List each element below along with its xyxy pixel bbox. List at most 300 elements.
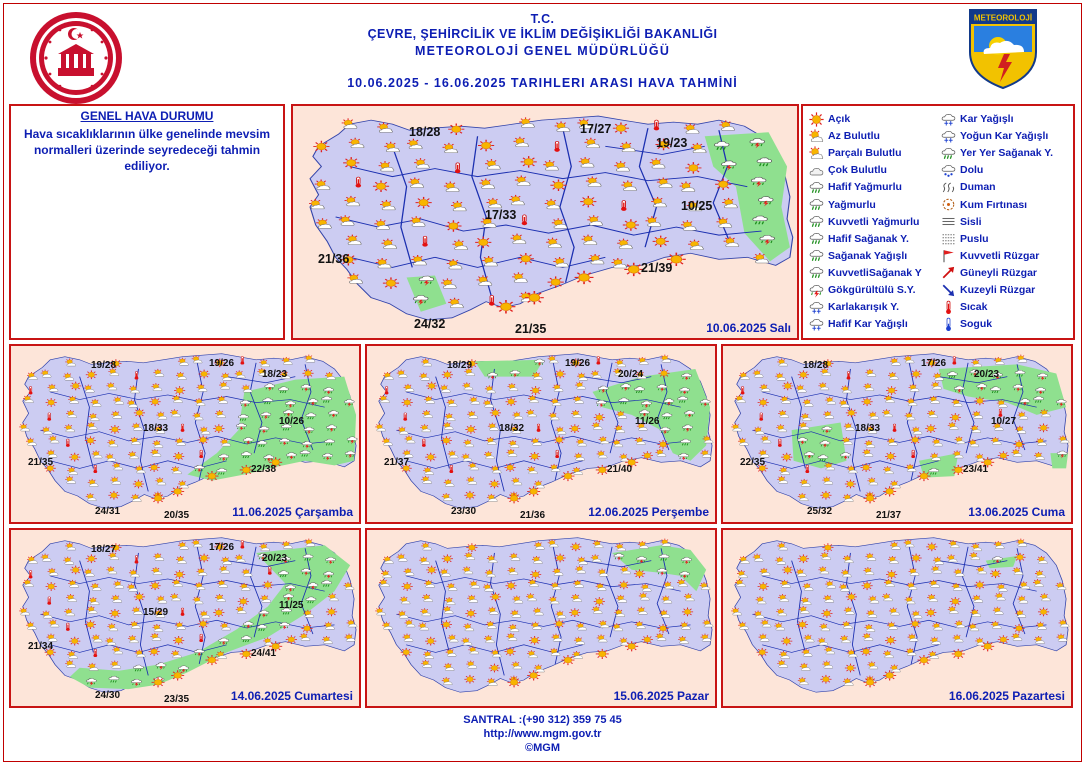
sun-icon bbox=[149, 647, 160, 656]
sun-icon bbox=[594, 597, 605, 606]
turkey-map bbox=[293, 106, 797, 338]
legend-item bbox=[941, 197, 1027, 213]
city-temperature: 20/23 bbox=[262, 553, 288, 564]
sun-icon bbox=[466, 543, 477, 552]
heavy-snow-icon bbox=[941, 129, 956, 144]
sun-icon bbox=[505, 463, 516, 472]
sun-icon bbox=[465, 425, 476, 434]
sun-icon bbox=[464, 491, 475, 500]
sun-icon bbox=[465, 609, 476, 618]
header-tc: T.C. bbox=[530, 12, 555, 26]
sun-icon bbox=[475, 237, 491, 248]
city-temperature: 17/33 bbox=[485, 208, 517, 222]
sun-icon bbox=[171, 486, 184, 496]
turkey-map bbox=[11, 346, 359, 522]
sun-icon bbox=[508, 493, 521, 503]
sun-icon bbox=[798, 370, 809, 379]
legend-item bbox=[809, 128, 880, 144]
sun-icon bbox=[757, 648, 768, 657]
hot-icon bbox=[29, 571, 33, 579]
sun-icon bbox=[425, 637, 436, 646]
sun-icon bbox=[821, 609, 832, 618]
sun-cloud-icon bbox=[809, 146, 824, 161]
sun-icon bbox=[489, 480, 500, 489]
legend-label: KuvvetliSağanak Y bbox=[828, 266, 922, 279]
legend-item bbox=[809, 197, 876, 213]
legend-item bbox=[809, 214, 919, 230]
legend-item bbox=[809, 231, 909, 247]
city-temperature: 18/33 bbox=[143, 423, 169, 434]
sun-icon bbox=[883, 486, 896, 496]
legend-item bbox=[941, 282, 1035, 298]
sun-icon bbox=[464, 675, 475, 684]
sun-icon bbox=[1038, 424, 1049, 433]
hot-icon bbox=[181, 608, 185, 616]
sun-icon bbox=[569, 608, 580, 617]
sun-icon bbox=[845, 664, 856, 673]
sun-icon bbox=[657, 624, 668, 633]
legend-item bbox=[941, 316, 992, 332]
hot-icon bbox=[66, 623, 70, 631]
sun-icon bbox=[974, 581, 985, 590]
legend-label: Sıcak bbox=[960, 301, 988, 314]
sun-icon bbox=[642, 635, 653, 644]
sun-icon bbox=[448, 123, 464, 134]
hot-icon bbox=[741, 387, 745, 395]
hot-icon bbox=[805, 465, 809, 473]
cold-icon bbox=[941, 317, 956, 332]
sun-icon bbox=[46, 398, 57, 407]
city-temperature: 18/27 bbox=[91, 544, 117, 555]
city-temperature: 23/41 bbox=[963, 464, 989, 475]
hot-icon bbox=[449, 465, 453, 473]
hot-icon bbox=[93, 649, 97, 657]
sun-icon bbox=[846, 409, 857, 418]
sun-icon bbox=[506, 397, 517, 406]
sun-icon bbox=[416, 197, 432, 208]
sun-icon bbox=[109, 609, 120, 618]
legend-label: Yer Yer Sağanak Y. bbox=[960, 147, 1054, 160]
sun-icon bbox=[886, 386, 897, 395]
strong-wind-icon bbox=[941, 248, 956, 263]
legend-label: Puslu bbox=[960, 232, 989, 245]
city-temperature: 18/28 bbox=[409, 125, 441, 139]
city-temperature: 17/26 bbox=[209, 542, 235, 553]
hot-icon bbox=[941, 300, 956, 315]
sun-icon bbox=[174, 570, 185, 579]
sun-icon bbox=[642, 451, 653, 460]
turkey-map bbox=[723, 346, 1071, 522]
map-day-6 bbox=[365, 528, 717, 708]
hot-icon bbox=[555, 450, 559, 458]
turkey-map bbox=[367, 530, 715, 706]
sun-icon bbox=[886, 570, 897, 579]
sun-icon bbox=[782, 382, 793, 391]
legend-item bbox=[941, 179, 996, 195]
city-temperature: 21/35 bbox=[28, 457, 54, 468]
sun-icon bbox=[809, 112, 824, 127]
local-shower-icon bbox=[941, 146, 956, 161]
sun-icon bbox=[508, 677, 521, 687]
legend-label: Hafif Sağanak Y. bbox=[828, 232, 909, 245]
sun-icon bbox=[634, 569, 645, 578]
sun-icon bbox=[286, 635, 297, 644]
city-temperature: 21/36 bbox=[520, 510, 546, 521]
sandstorm-icon bbox=[941, 197, 956, 212]
hot-icon bbox=[847, 372, 851, 380]
city-temperature: 18/23 bbox=[262, 369, 288, 380]
sun-icon bbox=[69, 453, 80, 462]
sun-icon bbox=[1038, 608, 1049, 617]
light-snow-icon bbox=[809, 317, 824, 332]
sun-icon bbox=[205, 471, 218, 481]
legend-label: Dolu bbox=[960, 164, 984, 177]
sun-icon bbox=[529, 452, 540, 461]
sun-icon bbox=[1013, 440, 1024, 449]
sun-icon bbox=[864, 493, 877, 503]
sun-icon bbox=[109, 425, 120, 434]
sun-icon bbox=[521, 156, 537, 167]
hot-icon bbox=[135, 372, 139, 380]
sun-icon bbox=[373, 181, 389, 192]
sun-icon bbox=[301, 624, 312, 633]
sun-icon bbox=[910, 435, 921, 444]
sun-icon bbox=[343, 157, 359, 168]
sun-icon bbox=[497, 300, 516, 313]
heavy-rain-icon bbox=[809, 214, 824, 229]
general-weather-text: Hava sıcaklıklarının ülke genelinde mevsim normalleri üzerinde seyredeceği tahmin ediliyor. bbox=[23, 127, 271, 173]
turkey-map bbox=[11, 530, 359, 706]
legend-label: Yoğun Kar Yağışlı bbox=[960, 130, 1049, 143]
sun-icon bbox=[441, 436, 452, 445]
sun-icon bbox=[490, 409, 501, 418]
legend-label: Duman bbox=[960, 181, 996, 194]
legend-item bbox=[809, 299, 899, 315]
legend-label: Kuvvetli Yağmurlu bbox=[828, 215, 920, 228]
snow-icon bbox=[941, 112, 956, 127]
sun-icon bbox=[554, 619, 565, 628]
map-date-label: 11.06.2025 Çarşamba bbox=[232, 505, 353, 519]
sun-icon bbox=[518, 253, 534, 264]
sun-icon bbox=[85, 436, 96, 445]
sun-icon bbox=[845, 480, 856, 489]
hot-icon bbox=[240, 357, 244, 365]
smoke-icon bbox=[941, 180, 956, 195]
sun-icon bbox=[926, 542, 937, 551]
hot-icon bbox=[911, 450, 915, 458]
hot-icon bbox=[522, 215, 527, 225]
cloud-icon bbox=[809, 163, 824, 178]
sun-icon bbox=[569, 424, 580, 433]
legend-item bbox=[941, 248, 1039, 264]
map-day-1 bbox=[291, 104, 799, 340]
city-temperature: 21/36 bbox=[318, 252, 350, 266]
sun-icon bbox=[550, 180, 566, 191]
general-weather-title: GENEL HAVA DURUMU bbox=[80, 109, 214, 123]
sun-icon bbox=[1013, 624, 1024, 633]
sun-icon bbox=[822, 543, 833, 552]
sun-icon bbox=[625, 641, 638, 651]
sun-icon bbox=[618, 581, 629, 590]
legend-label: Kuzeyli Rüzgar bbox=[960, 284, 1036, 296]
city-temperature: 24/30 bbox=[95, 690, 121, 701]
sun-icon bbox=[213, 424, 224, 433]
sun-icon bbox=[490, 593, 501, 602]
sun-icon bbox=[401, 648, 412, 657]
hot-icon bbox=[893, 424, 897, 432]
sun-icon bbox=[554, 435, 565, 444]
sun-icon bbox=[925, 424, 936, 433]
hot-icon bbox=[199, 634, 203, 642]
sun-icon bbox=[758, 582, 769, 591]
south-wind-icon bbox=[941, 265, 956, 280]
sun-icon bbox=[383, 277, 399, 288]
sun-icon bbox=[527, 670, 540, 680]
sun-icon bbox=[981, 641, 994, 651]
city-temperature: 18/33 bbox=[855, 423, 881, 434]
hot-icon bbox=[422, 236, 427, 246]
sun-icon bbox=[442, 370, 453, 379]
city-temperature: 19/23 bbox=[656, 136, 688, 150]
sun-icon bbox=[238, 597, 249, 606]
sun-icon bbox=[149, 463, 160, 472]
city-temperature: 18/28 bbox=[803, 360, 829, 371]
right-logo-text: METEOROLOJİ bbox=[973, 13, 1033, 23]
sun-icon bbox=[525, 291, 544, 304]
hot-icon bbox=[654, 120, 659, 130]
light-shower-icon bbox=[809, 231, 824, 246]
sun-icon bbox=[442, 554, 453, 563]
hot-icon bbox=[240, 541, 244, 549]
sun-icon bbox=[402, 398, 413, 407]
sun-icon bbox=[133, 480, 144, 489]
sun-cloud-icon bbox=[304, 355, 315, 363]
map-date-label: 10.06.2025 Salı bbox=[706, 321, 791, 335]
hot-icon bbox=[47, 413, 51, 421]
legend-label: Çok Bulutlu bbox=[828, 164, 887, 177]
legend-item bbox=[809, 145, 902, 161]
thunderstorm-icon bbox=[809, 283, 824, 298]
sun-icon bbox=[862, 397, 873, 406]
sun-icon bbox=[575, 271, 594, 284]
city-temperature: 19/26 bbox=[565, 358, 591, 369]
sun-cloud-icon bbox=[304, 539, 315, 547]
legend-item bbox=[809, 162, 887, 178]
city-temperature: 21/39 bbox=[641, 261, 673, 275]
hot-icon bbox=[621, 201, 626, 211]
sun-icon bbox=[911, 370, 922, 379]
sun-icon bbox=[134, 409, 145, 418]
legend-item bbox=[941, 299, 987, 315]
city-temperature: 17/26 bbox=[921, 358, 947, 369]
map-day-5 bbox=[9, 528, 361, 708]
legend-item bbox=[809, 316, 908, 332]
city-temperature: 10/26 bbox=[279, 416, 305, 427]
sun-icon bbox=[998, 451, 1009, 460]
hot-icon bbox=[403, 413, 407, 421]
sun-icon bbox=[441, 620, 452, 629]
legend-label: Açık bbox=[828, 113, 851, 125]
sun-icon bbox=[820, 491, 831, 500]
city-temperature: 15/29 bbox=[143, 607, 169, 618]
city-temperature: 10/25 bbox=[681, 199, 713, 213]
sun-cloud-icon bbox=[660, 539, 671, 547]
sun-icon bbox=[974, 397, 985, 406]
sun-icon bbox=[846, 593, 857, 602]
sun-icon bbox=[302, 369, 313, 378]
legend-label: Güneyli Rüzgar bbox=[960, 266, 1038, 279]
sun-icon bbox=[198, 619, 209, 628]
storm-area bbox=[475, 360, 544, 377]
sun-icon bbox=[861, 463, 872, 472]
city-temperature: 24/41 bbox=[251, 648, 277, 659]
sun-icon bbox=[657, 440, 668, 449]
sun-icon bbox=[561, 471, 574, 481]
city-temperature: 20/35 bbox=[164, 510, 190, 521]
sun-icon bbox=[402, 582, 413, 591]
sun-icon bbox=[952, 649, 965, 659]
sun-icon bbox=[911, 554, 922, 563]
sun-icon bbox=[594, 413, 605, 422]
sun-icon bbox=[199, 554, 210, 563]
hot-icon bbox=[47, 597, 51, 605]
hot-icon bbox=[422, 439, 426, 447]
map-day-7 bbox=[721, 528, 1073, 708]
sun-icon bbox=[998, 635, 1009, 644]
sun-icon bbox=[950, 597, 961, 606]
city-temperature: 18/29 bbox=[447, 360, 473, 371]
sun-icon bbox=[596, 649, 609, 659]
city-temperature: 22/38 bbox=[251, 464, 277, 475]
sun-icon bbox=[555, 370, 566, 379]
map-date-label: 15.06.2025 Pazar bbox=[613, 689, 709, 703]
hot-icon bbox=[778, 439, 782, 447]
legend-label: Sisli bbox=[960, 215, 982, 228]
sun-icon bbox=[134, 593, 145, 602]
legend-item bbox=[809, 179, 902, 195]
legend-label: Kuvvetli Rüzgar bbox=[960, 249, 1040, 262]
legend-item bbox=[941, 231, 989, 247]
hot-icon bbox=[554, 141, 559, 151]
footer-url[interactable]: http://www.mgm.gov.tr bbox=[483, 728, 602, 740]
sun-icon bbox=[715, 179, 731, 190]
sun-icon bbox=[613, 122, 629, 133]
legend-label: Hafif Kar Yağışlı bbox=[828, 318, 908, 331]
sun-icon bbox=[445, 220, 461, 231]
sun-icon bbox=[797, 620, 808, 629]
city-temperature: 24/31 bbox=[95, 506, 121, 517]
sun-icon bbox=[46, 582, 57, 591]
header-forecast-period: 10.06.2025 - 16.06.2025 TARIHLERI ARASI HAVA TAHMİNİ bbox=[347, 76, 738, 90]
city-temperature: 21/40 bbox=[607, 464, 633, 475]
sun-icon bbox=[70, 382, 81, 391]
turkey-map bbox=[723, 530, 1071, 706]
sleet-icon bbox=[809, 300, 824, 315]
sun-icon bbox=[199, 370, 210, 379]
city-temperature: 21/37 bbox=[876, 510, 902, 521]
sun-icon bbox=[910, 619, 921, 628]
hot-icon bbox=[385, 387, 389, 395]
map-day-4 bbox=[721, 344, 1073, 524]
sun-icon bbox=[950, 413, 961, 422]
legend-label: Sağanak Yağışlı bbox=[828, 249, 908, 262]
sun-icon bbox=[506, 581, 517, 590]
legend-label: Yağmurlu bbox=[828, 198, 876, 211]
city-temperature: 21/37 bbox=[384, 457, 410, 468]
map-date-label: 13.06.2025 Cuma bbox=[968, 505, 1065, 519]
legend-label: Kum Fırtınası bbox=[960, 198, 1028, 211]
city-temperature: 11/26 bbox=[635, 416, 660, 427]
legend-panel bbox=[801, 104, 1075, 340]
sun-icon bbox=[548, 276, 564, 287]
sun-icon bbox=[561, 655, 574, 665]
sun-icon bbox=[580, 196, 596, 207]
map-day-3 bbox=[365, 344, 717, 524]
sun-icon bbox=[152, 677, 165, 687]
city-temperature: 10/27 bbox=[991, 416, 1017, 427]
legend-item bbox=[941, 145, 1053, 161]
sun-icon bbox=[555, 554, 566, 563]
sun-icon bbox=[174, 386, 185, 395]
hot-icon bbox=[29, 387, 33, 395]
sun-icon bbox=[150, 581, 161, 590]
sun-icon bbox=[917, 471, 930, 481]
sun-icon bbox=[527, 486, 540, 496]
hot-icon bbox=[759, 413, 763, 421]
sun-cloud-icon bbox=[1016, 539, 1027, 547]
sun-icon bbox=[758, 398, 769, 407]
footer-phone: SANTRAL :(+90 312) 359 75 45 bbox=[463, 714, 622, 726]
sun-icon bbox=[426, 566, 437, 575]
legend-label: Hafif Yağmurlu bbox=[828, 181, 902, 194]
city-temperature: 22/35 bbox=[740, 457, 766, 468]
city-temperature: 23/30 bbox=[451, 506, 477, 517]
sun-icon bbox=[425, 453, 436, 462]
sun-icon bbox=[883, 670, 896, 680]
hot-icon bbox=[181, 424, 185, 432]
hot-icon bbox=[199, 450, 203, 458]
hot-icon bbox=[135, 556, 139, 564]
sun-icon bbox=[782, 566, 793, 575]
sun-icon bbox=[70, 566, 81, 575]
sun-cloud-icon bbox=[660, 355, 671, 363]
hail-icon bbox=[941, 163, 956, 178]
legend-label: Gökgürültülü S.Y. bbox=[828, 284, 916, 296]
sun-icon bbox=[205, 655, 218, 665]
sun-icon bbox=[862, 581, 873, 590]
sun-icon bbox=[173, 636, 184, 645]
sun-icon bbox=[85, 620, 96, 629]
sun-small-cloud-icon bbox=[809, 129, 824, 144]
city-temperature: 21/35 bbox=[515, 322, 547, 336]
city-temperature: 19/28 bbox=[91, 360, 117, 371]
sun-icon bbox=[781, 453, 792, 462]
sun-icon bbox=[820, 675, 831, 684]
hot-icon bbox=[268, 567, 272, 575]
legend-item bbox=[941, 162, 983, 178]
sun-icon bbox=[426, 382, 437, 391]
sun-icon bbox=[529, 636, 540, 645]
city-temperature: 19/26 bbox=[209, 358, 235, 369]
sun-icon bbox=[478, 140, 494, 151]
sun-icon bbox=[925, 608, 936, 617]
haze-icon bbox=[941, 231, 956, 246]
sun-icon bbox=[69, 637, 80, 646]
legend-item bbox=[809, 265, 922, 281]
map-date-label: 16.06.2025 Pazartesi bbox=[948, 689, 1065, 703]
legend-label: Kar Yağışlı bbox=[960, 113, 1014, 125]
sun-cloud-icon bbox=[1016, 355, 1027, 363]
